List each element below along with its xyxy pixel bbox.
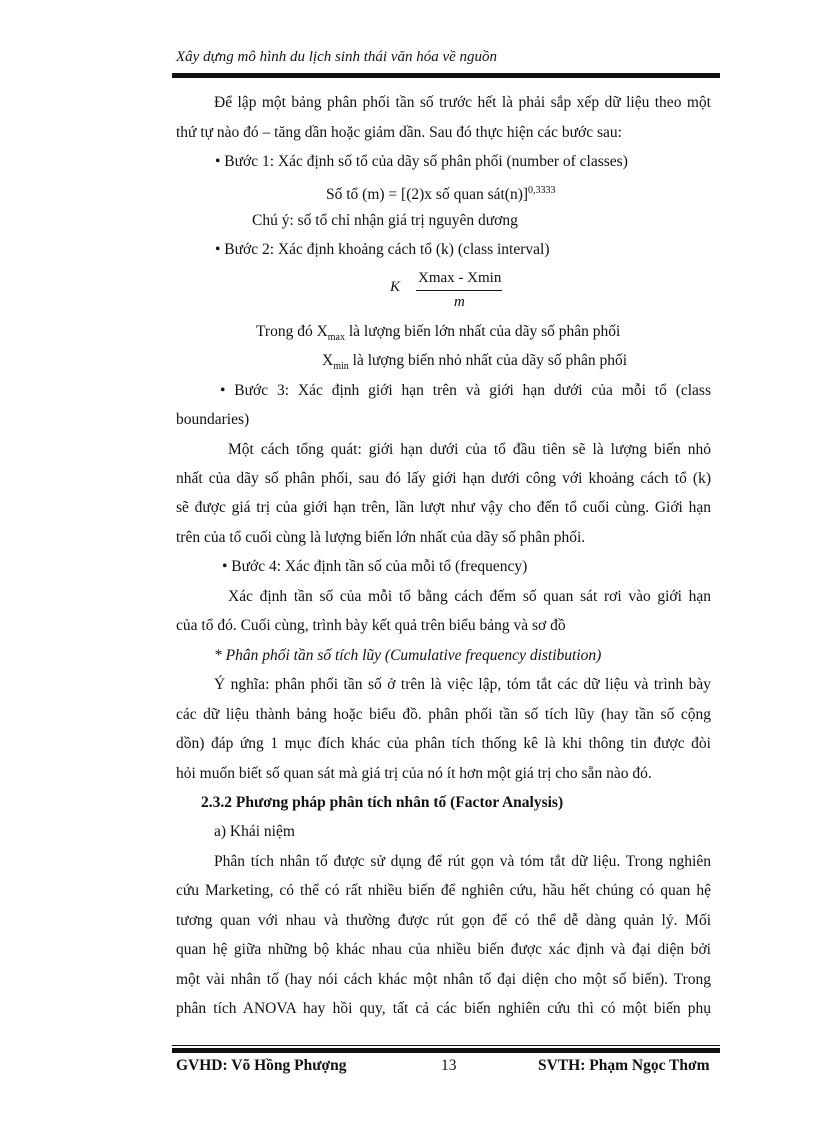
formula-class-count [326, 181, 556, 205]
footer-student: SVTH: Phạm Ngọc Thơm [538, 1057, 710, 1074]
paragraph-line: quan hệ giữa những bộ khác nhau của nhiều biến được xác định và đại diện bởi [176, 941, 711, 958]
paragraph-line: phân tích ANOVA hay hồi quy, tất cả các biến nghiên cứu thì có một biến phụ [176, 1000, 711, 1017]
subscript-max: max [327, 332, 345, 344]
formula-numerator: Xmax - Xmin [418, 270, 502, 286]
paragraph-line: thứ tự nào đó – tăng dần hoặc giảm dần. Sau đó thực hiện các bước sau: [176, 124, 622, 141]
footer-rule-thin [172, 1045, 720, 1046]
subscript-min: min [333, 361, 349, 373]
page-number: 13 [441, 1057, 457, 1074]
footer-advisor: GVHD: Võ Hồng Phượng [176, 1057, 347, 1074]
definition-text: X [322, 352, 334, 369]
paragraph-line: Để lập một bảng phân phối tần số trước hết là phải sắp xếp dữ liệu theo một [214, 94, 711, 111]
paragraph-line: một vài nhân tố (hay nói cách khác một nhân tố đại diện cho một số biến). Trong [176, 971, 711, 988]
paragraph-line: của tổ đó. Cuối cùng, trình bày kết quả trên biểu bảng và sơ đồ [176, 617, 566, 634]
definition-text: là lượng biến nhỏ nhất của dãy số phân phối [348, 352, 628, 369]
cumulative-heading: * Phân phối tần số tích lũy (Cumulative frequency distibution) [214, 647, 602, 664]
paragraph-line: boundaries) [176, 411, 250, 428]
step-4: • Bước 4: Xác định tần số của mỗi tổ (frequency) [222, 558, 528, 575]
formula-exponent: 0,3333 [528, 185, 556, 196]
definition-xmin [322, 351, 627, 377]
section-heading: 2.3.2 Phương pháp phân tích nhân tố (Factor Analysis) [201, 794, 564, 811]
formula-denominator: m [454, 294, 465, 310]
note: Chú ý: số tổ chỉ nhận giá trị nguyên dương [252, 212, 518, 229]
formula-k: K [390, 279, 401, 295]
fraction-bar [416, 290, 502, 291]
step-3: • Bước 3: Xác định giới hạn trên và giới hạn dưới của mỗi tổ (class [220, 382, 711, 399]
formula-main: Số tổ (m) = [(2)x số quan sát(n)] [326, 186, 529, 204]
header-title: Xây dựng mô hình du lịch sinh thái văn hóa về nguồn [176, 49, 498, 65]
definition-xmax [256, 322, 620, 348]
paragraph-line: trên của tổ cuối cùng là lượng biến lớn nhất của dãy số phân phối. [176, 529, 586, 546]
paragraph-line: cứu Marketing, có thể có rất nhiều biến để nghiên cứu, hầu hết chúng có quan hệ [176, 882, 711, 899]
paragraph-line: tương quan với nhau và thường được rút gọn để có thể dễ dàng quản lý. Mối [176, 912, 711, 929]
paragraph-line: hỏi muốn biết số quan sát mà giá trị của nó ít hơn một giá trị cho sẵn nào đó. [176, 765, 652, 782]
paragraph-line: sẽ được giá trị của giới hạn trên, lần lượt như vậy cho đến tổ cuối cùng. Giới hạn [176, 499, 711, 516]
subsection-heading: a) Khái niệm [214, 823, 295, 840]
paragraph-line: nhất của dãy số phân phối, sau đó lấy giới hạn dưới công với khoảng cách tổ (k) [176, 470, 711, 487]
paragraph-line: Một cách tổng quát: giới hạn dưới của tổ đầu tiên sẽ là lượng biến nhỏ [228, 441, 711, 458]
paragraph-line: Ý nghĩa: phân phối tần số ở trên là việc lập, tóm tắt các dữ liệu và trình bày [214, 676, 711, 693]
definition-text: là lượng biến lớn nhất của dãy số phân phối [345, 323, 621, 340]
step-2: • Bước 2: Xác định khoảng cách tổ (k) (class interval) [215, 241, 550, 258]
paragraph-line: Xác định tần số của mỗi tổ bằng cách đếm số quan sát rơi vào giới hạn [228, 588, 711, 605]
step-1: • Bước 1: Xác định số tổ của dãy số phân phối (number of classes) [215, 153, 628, 170]
footer-rule-thick [172, 1048, 720, 1053]
definition-text: Trong đó X [256, 323, 328, 340]
header-rule [172, 73, 720, 78]
paragraph-line: các dữ liệu thành bảng hoặc biểu đồ. phân phối tần số tích lũy (hay tần số cộng [176, 706, 711, 723]
paragraph-line: Phân tích nhân tố được sử dụng để rút gọn và tóm tắt dữ liệu. Trong nghiên [214, 853, 711, 870]
paragraph-line: dồn) đáp ứng 1 mục đích khác của phân tích thống kê là khi thông tin được đòi [176, 735, 711, 752]
